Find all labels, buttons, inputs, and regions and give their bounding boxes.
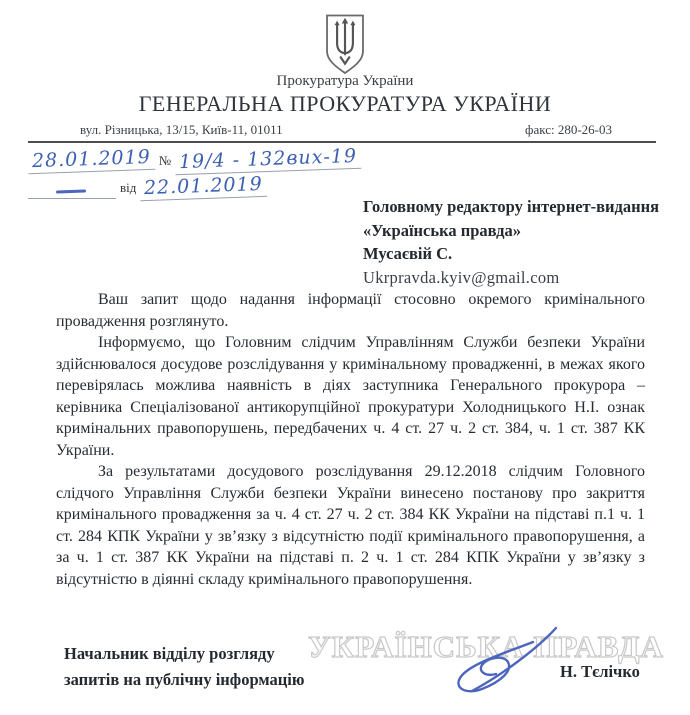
signer-title-line-2: запитів на публічну інформацію (64, 669, 305, 689)
number-sign-label: № (158, 153, 172, 168)
signer-title-line-1: Начальник відділу розгляду (64, 644, 275, 663)
recipient-email: Ukrpravda.kyiv@gmail.com (363, 267, 560, 287)
recipient-person: Мусаєвій С. (363, 244, 453, 263)
recipient-block (363, 195, 659, 289)
street-address: вул. Різницька, 13/15, Київ-11, 01011 (80, 122, 283, 137)
signer-title-block (64, 641, 304, 692)
body-paragraph-2: Інформуємо, що Головним слідчим Управлінням Служби безпеки України здійснювалося досудове розслідування у кримінальному провадженні, в межах якого перевірялась можлива наявність в діях заступника Генерального прокурора – керівника Спеціалізованої антикорупційної прокуратури Холодницького Н.І. ознак кримінальних правопорушень, передбачених ч. 4 ст. 27 ч. 2 ст. 384, ч. 1 ст. 387 КК України. (56, 334, 645, 459)
signer-name: Н. Тєлічко (560, 662, 640, 681)
recipient-title: Головному редактору інтернет-видання (363, 197, 660, 216)
vid-label: від (120, 180, 137, 195)
registration-line-outgoing (28, 144, 361, 174)
outgoing-number-handwriting: 19/4 - 132вих-19 (175, 145, 362, 175)
blue-dash-mark (56, 189, 86, 193)
handwritten-signature-icon (438, 626, 568, 701)
recipient-publication: «Українська правда» (363, 220, 521, 240)
ukraine-trident-emblem-icon (322, 14, 368, 76)
letterhead-divider (28, 141, 656, 143)
body-paragraph-1: Ваш запит щодо надання інформації стосовно окремого кримінального провадження розглянуто. (56, 291, 645, 330)
letter-body (56, 289, 645, 590)
body-paragraph-3: За результатами досудового розслідування 29.12.2018 слідчим Головного слідчого Управління Служби безпеки України винесено постанову про закриття кримінального провадження за ч. 4 ст. 27 ч. 2 ст. 384 КК України на підставі п.1 ч. 1 ст. 284 КПК України у зв’язку з відсутністю події кримінального правопорушення, а за ч. 1 ст. 387 КК України на підставі п. 2 ч. 1 ст. 284 КПК України у зв’язку з відсутністю в діянні складу кримінального правопорушення. (56, 463, 645, 588)
ukrainska-pravda-watermark: УКРАЇНСЬКА ПРАВДА (308, 629, 664, 664)
fax-number: факс: 280-26-03 (525, 122, 612, 137)
org-name-large: ГЕНЕРАЛЬНА ПРОКУРАТУРА УКРАЇНИ (138, 91, 552, 116)
blank-form-line (28, 183, 116, 199)
incoming-date-handwriting: 22.01.2019 (140, 173, 268, 201)
org-name-small: Прокуратура України (276, 73, 414, 89)
registration-line-incoming (28, 172, 267, 200)
outgoing-date-handwriting: 28.01.2019 (28, 146, 156, 174)
